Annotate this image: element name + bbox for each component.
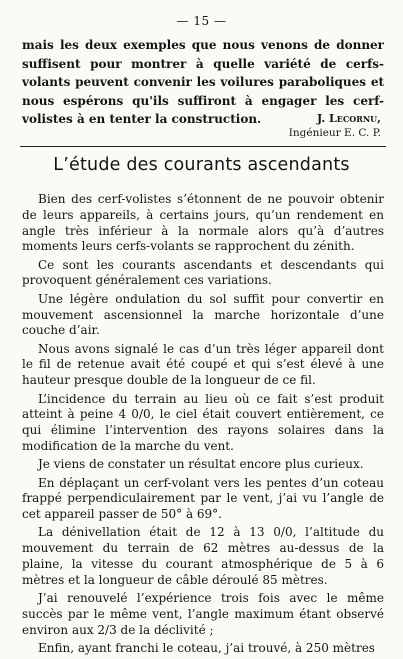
article-paragraph: J’ai renouvelé l’expérience trois fois avec le même succès par le même vent, l’angle maximum étant observé environ aux 2/3 de la déclivité ; bbox=[22, 591, 384, 637]
page-number: — 15 — bbox=[176, 14, 227, 28]
previous-article-paragraph: mais les deux exemples que nous venons de donner suffisent pour montrer à quelle variété de cerfs-volants peuvent convenir les voilures paraboliques et nous espérons qu'ils suffiront à engager les cerf-volistes à en tenter la construction. bbox=[22, 38, 384, 126]
article-paragraph: Ce sont les courants ascendants et descendants qui provoquent généralement ces variations. bbox=[22, 257, 384, 288]
article-paragraph: Je viens de constater un résultat encore plus curieux. bbox=[38, 457, 364, 472]
signature-name: J. Lecornu, bbox=[317, 112, 381, 125]
article-paragraph: Une légère ondulation du sol suffit pour convertir en mouvement ascensionnel la marche horizontale d’une couche d’air. bbox=[22, 291, 384, 338]
article-title: L’étude des courants ascendants bbox=[53, 155, 350, 175]
article-paragraph: Bien des cerf-volistes s’étonnent de ne pouvoir obtenir de leurs appareils, à certains jours, qu’un rendement en angle très inférieur à la normale alors qu’à d’autres moments leurs cerfs-volants se rapprochent du zénith. bbox=[22, 192, 384, 254]
section-separator bbox=[20, 146, 386, 147]
article-paragraph: En déplaçant un cerf-volant vers les pentes d’un coteau frappé perpendiculairement par le vent, j’ai vu l’angle de cet appareil passer de 50° à 69°. bbox=[22, 475, 384, 522]
article-body bbox=[22, 192, 384, 659]
article-paragraph: L’incidence du terrain au lieu où ce fait s’est produit atteint à peine 4 0/0, le ciel était couvert entièrement, ce qui élimine l’intervention des rayons solaires dans la modification de la marche du vent. bbox=[22, 391, 384, 453]
author-signature bbox=[289, 111, 381, 141]
article-paragraph: Enfin, ayant franchi le coteau, j’ai trouvé, à 250 mètres bbox=[38, 641, 375, 656]
signature-title: Ingénieur E. C. P. bbox=[288, 127, 381, 139]
article-paragraph: Nous avons signalé le cas d’un très léger appareil dont le fil de retenue avait été coupé et qui s’est élevé à une hauteur presque double de la longueur de ce fil. bbox=[22, 341, 384, 388]
article-paragraph: La dénivellation était de 12 à 13 0/0, l’altitude du mouvement du terrain de 62 mètres au-dessus de la plaine, la vitesse du courant atmosphérique de 5 à 6 mètres et la longueur de câble déroulé 85 mètres. bbox=[22, 525, 384, 587]
